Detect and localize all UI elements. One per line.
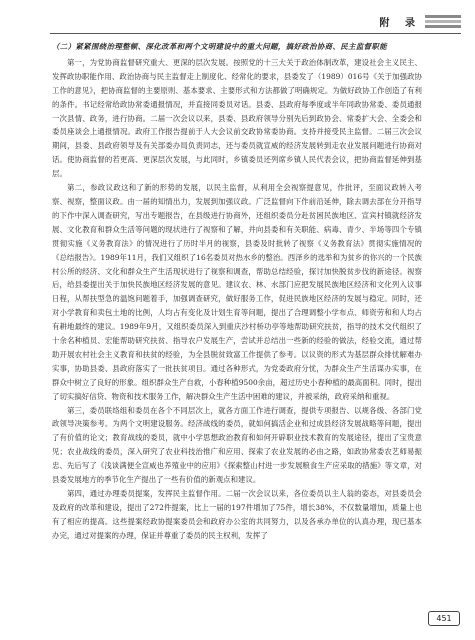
- body-text: [52, 40, 422, 543]
- header-decoration: [425, 15, 461, 28]
- paragraph-1: 第一，为党协商监督研究重大、更深的层次发展。按照党的十三大关于政治体制改革，建设社会主义民主、发挥政协职能作用、政治协商与民主监督走上制度化、经常化的要求，县委发了（1989）016号《关于加强政协工作的意见》，把协商监督的主要原则、基本要求、主要形式和方法都做了明确规定。为做好政协工作创造了有利的条件。书记经常给政协常委通报情况，并直接同委员对话。县委、县政府每季度或半年同政协常委、委员通报一次县情、政务，进行协商。二届一次会议以来，县委、县政府领导分别先后到政协会、常委扩大会、全委会和委员座谈会上通报情况。政府工作报告提前于人大会议前交政协常委协商。支持并接受民主监督。二届三次会议期间，县委、县政府领导及有关部委办局负责同志，还与委员就宣威的经济发展转到走农业发展问题进行协商对话。使协商监督的若更高、更深层次发展，与此同时，乡镇委员还列席乡镇人民代表会议，把协商监督延伸到基层。: [52, 57, 422, 179]
- header-label: 附 录: [379, 18, 421, 29]
- header-rule: [50, 33, 461, 34]
- paragraph-4: 第四，通过办理委员提案，发挥民主监督作用。二届一次会议以来，各位委员以主人翁的姿态，对县委员会及政府的改革和建设，提出了272件提案，比上一届的197件增加了75件，增长38%，不仅数量增加，质量上也有了相应的提高。这些提案经政协提案委员会和政府办公室的共同努力，以及各承办单位的认真办理，现已基本办完，通过对提案的办理，保证并尊重了委员的民主权利，发挥了: [52, 489, 422, 540]
- paragraph-2: 第二，参政议政这和了新的形势的发展，以民主监督，从利用全会视察提意见，作批评，至面议政转入考察、视察，整面议政。由一届的知情出力，发展到加强议政。广泛监督向下作前沿延伸，除去调去部在分开指导的下作中深入调查研究，写出专题报告，在县级进行协商外，还组织委员分赴贫困民族地区、宣宾村镇就经济发展、文化教育和群众生活等问题的现状进行了视察和了解，并向县委和有关职能、病毒、青少、半场等四个专镇贯彻实施《义务教育法》的情况进行了历时半月的视察，县委及时批转了视察《义务教育法》贯彻实施情况的《总结报告》。1989年11月，我们又组织了16名委员对热水乡的整治。西泽乡的选举和为贫乡的你兴的一个民族村公所的经济、文化和群众生产生活现状进行了视察和调查，帮助总结经验，探讨加快脱贫步伐的新途径。视察后，给县委提出关于加快民族地区经济发展的意见。建议农、林、水部门应把发展民族地区经济和文化列入议事日程，从帮扶型急的温饱问题着手，加强调查研究，做好服务工作，促进民族地区经济的发展与稳定。同时，还对小学教育和卖包土地的比例，人均占有变化及计划生育等问题，提出了合理调整小学布点、师资劳和和人均占有耕地最终的建议。1989年9月，又组织委员深入到重庆沙村桥功亭等地帮助研究扶贫，指导的技术交代组织了十余名种植员、宏能帮助研究扶贫、指导农户发展生产，尝试并总结出一些新的经验的做法，经验交流，通过帮助开展农村社会主义教育和扶贫的经验，为全县脱贫致富工作提供了参考。以议资的形式为基层群众排忧解难办实事，协助县委、县政府落实了一批扶贫项目。通过各种形式，为党委政府分忧，为群众生产生活谋办实事，在群众中树立了良好的形象。组织群众生产自救，小春种植9500余亩，超过历史小春种植的最高面积。同时，提出了切实搞好信贷、物资和技术服务工作，解决群众生产生活中困难的建议，并被采纳，政府采纳和重视。: [52, 183, 422, 401]
- page-header: [380, 14, 461, 29]
- page-number: 451: [428, 611, 460, 626]
- paragraph-3: 第三，委员联络组和委员在各个不同层次上，就各方面工作进行调查，提供专项报告、以规各级、各部门党政领导决策参考。为两个文明建设服务。经济战线的委员，就如何搞活企业和过成县经济发展战略等问题，提出了有价值的论文；教育战线的委员，就中小学思想政治教育和如何开辟职业技术教育的发展途径，提出了宝贵意见；农业战线的委员，深入研究了农业科技治推广和应用、探索了农业发展的必由之路，如政协常委农艺师易振忠、先后写了《浅谈满便全宣威也养殖业中的应用》《探索整山村进一步发展粮食生产应采取的措施》等文章，对县委发展地方的季节化生产提出了一些有价值的新观点和建议。: [52, 405, 422, 485]
- section-title: （二）紧紧围绕治理整顿、深化改革和两个文明建设中的重大问题，搞好政治协商、民主监督职能: [52, 42, 388, 51]
